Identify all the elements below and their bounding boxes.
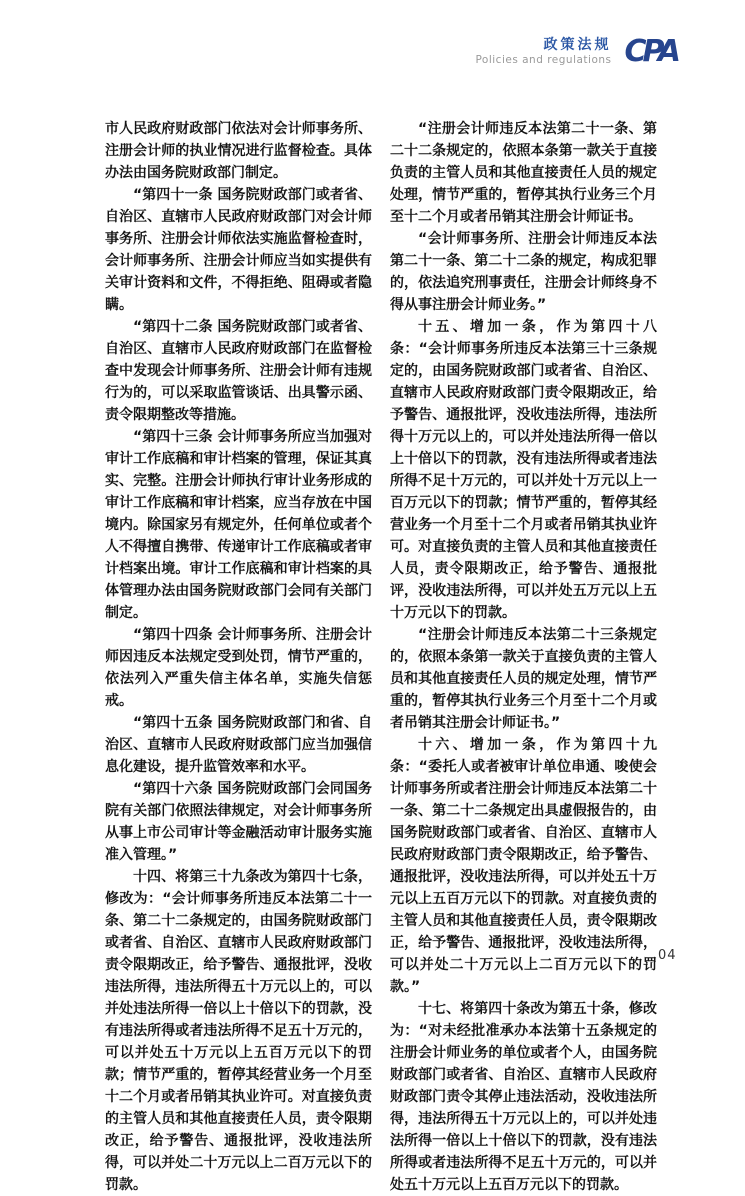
- paragraph: “注册会计师违反本法第二十三条规定的，依照本条第一款关于直接负责的主管人员和其他直接责任人员的规定处理，情节严重的，暂停其执行业务三个月至十二个月或者吊销其注册会计师证书。”: [390, 627, 657, 731]
- section-title-chinese: 政策法规: [543, 37, 612, 53]
- page-header: [475, 33, 681, 69]
- paragraph: “第四十三条 会计师事务所应当加强对审计工作底稿和审计档案的管理，保证其真实、完整。注册会计师执行审计业务形成的审计工作底稿和审计档案，应当存放在中国境内。除国家另有规定外，任何单位或者个人不得擅自携带、传递审计工作底稿或者审计档案出境。审计工作底稿和审计档案的具体管理办法由国务院财政部门会同有关部门制定。: [105, 429, 372, 621]
- paragraph: “第四十六条 国务院财政部门会同国务院有关部门依照法律规定，对会计师事务所从事上市公司审计等金融活动审计服务实施准入管理。”: [105, 781, 372, 863]
- paragraph: 十四、将第三十九条改为第四十七条，修改为：“会计师事务所违反本法第二十一条、第二十二条规定的，由国务院财政部门或者省、自治区、直辖市人民政府财政部门责令限期改正，给予警告、通报批评，没收违法所得，违法所得五十万元以上的，可以并处违法所得一倍以上十倍以下的罚款，没有违法所得或者违法所得不足五十万元的，可以并处五十万元以上五百万元以下的罚款；情节严重的，暂停其经营业务一个月至十二个月或者吊销其执业许可。对直接负责的主管人员和其他直接责任人员，责令限期改正，给予警告、通报批评，没收违法所得，可以并处二十万元以上二百万元以下的罚款。: [105, 869, 372, 1193]
- paragraph: “注册会计师违反本法第二十一条、第二十二条规定的，依照本条第一款关于直接负责的主管人员和其他直接责任人员的规定处理，情节严重的，暂停其执行业务三个月至十二个月或者吊销其注册会计师证书。: [390, 121, 657, 225]
- left-text-column: [105, 118, 372, 1196]
- cpa-logo: CPA: [624, 33, 677, 69]
- section-title-english: Policies and regulations: [475, 54, 612, 66]
- paragraph: 市人民政府财政部门依法对会计师事务所、注册会计师的执业情况进行监督检查。具体办法由国务院财政部门制定。: [105, 121, 372, 181]
- paragraph: “第四十二条 国务院财政部门或者省、自治区、直辖市人民政府财政部门在监督检查中发现会计师事务所、注册会计师有违规行为的，可以采取监管谈话、出具警示函、责令限期整改等措施。: [105, 319, 372, 423]
- document-body: [105, 118, 657, 1196]
- right-text-column: [390, 118, 657, 1196]
- paragraph: 十五、增加一条，作为第四十八条：“会计师事务所违反本法第三十三条规定的，由国务院财政部门或者省、自治区、直辖市人民政府财政部门责令限期改正，给予警告、通报批评，没收违法所得，违法所得十万元以上的，可以并处违法所得一倍以上十倍以下的罚款，没有违法所得或者违法所得不足十万元的，可以并处十万元以上一百万元以下的罚款；情节严重的，暂停其经营业务一个月至十二个月或者吊销其执业许可。对直接负责的主管人员和其他直接责任人员，责令限期改正，给予警告、通报批评，没收违法所得，可以并处五万元以上五十万元以下的罚款。: [390, 319, 657, 621]
- paragraph: “第四十一条 国务院财政部门或者省、自治区、直辖市人民政府财政部门对会计师事务所、注册会计师依法实施监督检查时，会计师事务所、注册会计师应当如实提供有关审计资料和文件，不得拒绝、阻碍或者隐瞒。: [105, 187, 372, 313]
- header-section-title: [475, 36, 611, 67]
- paragraph: 十七、将第四十条改为第五十条，修改为：“对未经批准承办本法第十五条规定的注册会计师业务的单位或者个人，由国务院财政部门或者省、自治区、直辖市人民政府财政部门责令其停止违法活动，没收违法所得，违法所得五十万元以上的，可以并处违法所得一倍以上十倍以下的罚款，没有违法所得或者违法所得不足五十万元的，可以并处五十万元以上五百万元以下的罚款。: [390, 1001, 657, 1193]
- paragraph: “第四十四条 会计师事务所、注册会计师因违反本法规定受到处罚，情节严重的，依法列入严重失信主体名单，实施失信惩戒。: [105, 627, 372, 709]
- paragraph: “会计师事务所、注册会计师违反本法第二十一条、第二十二条的规定，构成犯罪的，依法追究刑事责任，注册会计师终身不得从事注册会计师业务。”: [390, 231, 657, 313]
- paragraph: 十六、增加一条，作为第四十九条：“委托人或者被审计单位串通、唆使会计师事务所或者注册会计师违反本法第二十一条、第二十二条规定出具虚假报告的，由国务院财政部门或者省、自治区、直辖市人民政府财政部门责令限期改正，给予警告、通报批评，没收违法所得，可以并处五十万元以上五百万元以下的罚款。对直接负责的主管人员和其他直接责任人员，责令限期改正，给予警告、通报批评，没收违法所得，可以并处二十万元以上二百万元以下的罚款。”: [390, 737, 657, 995]
- paragraph: “第四十五条 国务院财政部门和省、自治区、直辖市人民政府财政部门应当加强信息化建设，提升监管效率和水平。: [105, 715, 372, 775]
- page-number: 04: [658, 948, 677, 963]
